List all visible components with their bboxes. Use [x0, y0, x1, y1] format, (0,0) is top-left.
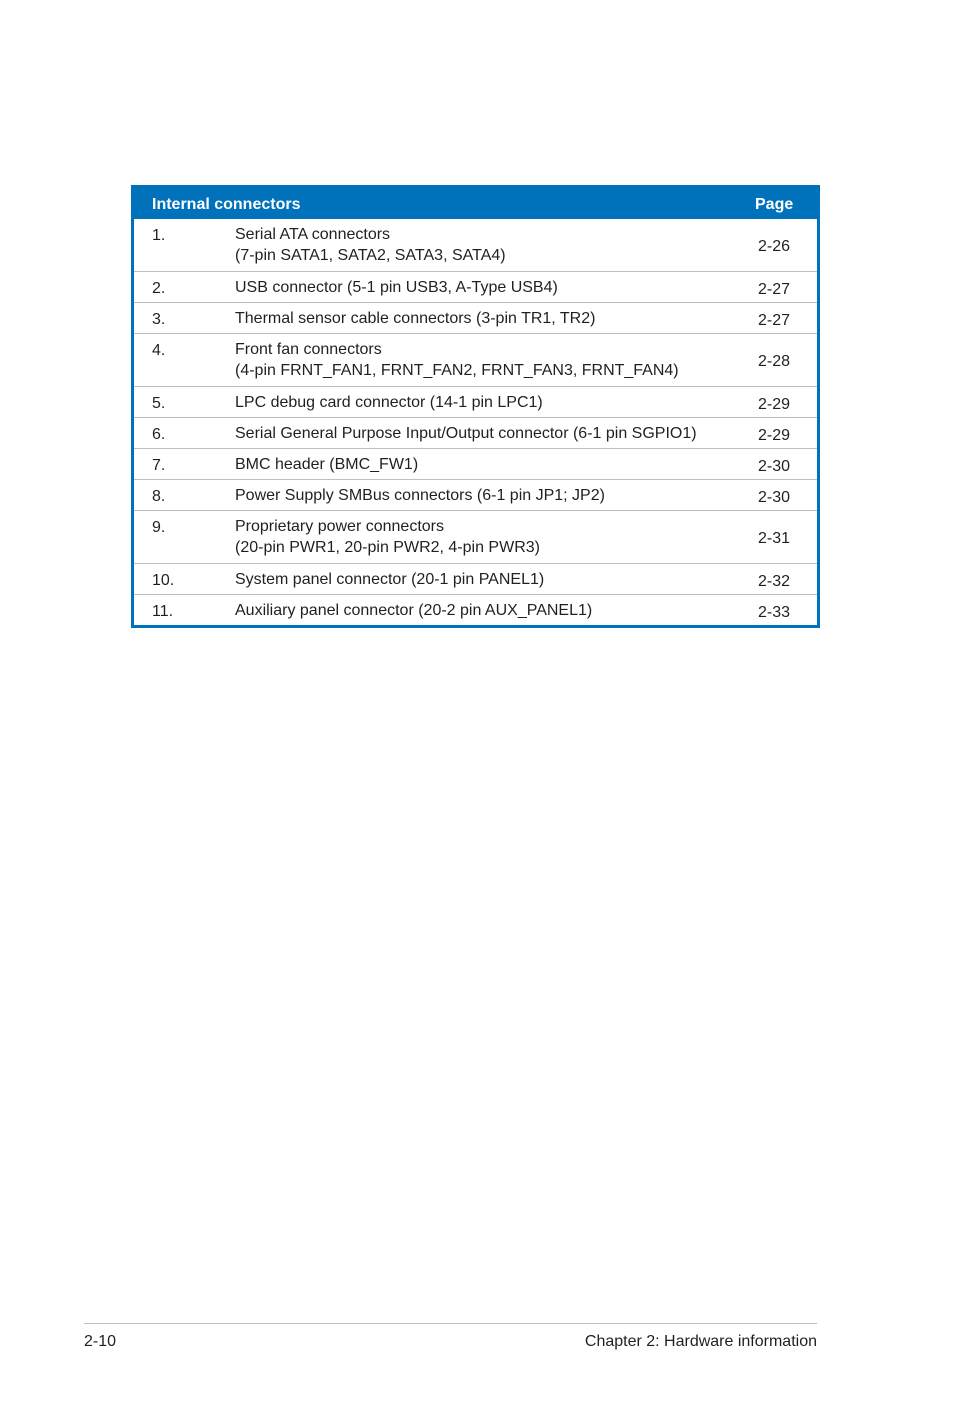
- footer-divider: [84, 1323, 817, 1324]
- row-page: 2-27: [758, 281, 791, 298]
- row-description-line: Front fan connectors: [235, 341, 382, 358]
- row-description: [235, 224, 506, 266]
- table-row: [134, 386, 817, 417]
- row-number: 11.: [152, 603, 174, 620]
- chapter-title: Chapter 2: Hardware information: [584, 1333, 817, 1350]
- row-number: 9.: [152, 519, 166, 536]
- row-number: 7.: [152, 457, 166, 474]
- row-page: 2-30: [758, 458, 791, 475]
- row-page: 2-28: [758, 353, 791, 370]
- row-number: 4.: [152, 342, 166, 359]
- table-row: [134, 417, 817, 448]
- row-page: 2-32: [758, 573, 791, 590]
- row-description: [235, 516, 540, 558]
- table-row: [134, 510, 817, 563]
- header-page: Page: [755, 196, 794, 213]
- row-page: 2-33: [758, 604, 791, 621]
- row-description: Serial General Purpose Input/Output connector (6-1 pin SGPIO1): [235, 425, 697, 442]
- row-number: 2.: [152, 280, 166, 297]
- table-row: [134, 563, 817, 594]
- table-row: [134, 219, 817, 271]
- row-description: Auxiliary panel connector (20-2 pin AUX_PANEL1): [235, 602, 593, 619]
- row-description-line: (7-pin SATA1, SATA2, SATA3, SATA4): [235, 247, 506, 264]
- row-description: USB connector (5-1 pin USB3, A-Type USB4): [235, 279, 558, 296]
- row-page: 2-29: [758, 396, 791, 413]
- row-description-line: Proprietary power connectors: [235, 518, 444, 535]
- table-row: [134, 333, 817, 386]
- header-title: Internal connectors: [152, 196, 301, 213]
- row-description: [235, 339, 679, 381]
- row-number: 3.: [152, 311, 166, 328]
- table-header: [134, 188, 817, 219]
- row-page: 2-26: [758, 238, 791, 255]
- row-page: 2-27: [758, 312, 791, 329]
- row-number: 5.: [152, 395, 166, 412]
- table-row: [134, 594, 817, 625]
- table-row: [134, 302, 817, 333]
- table-row: [134, 448, 817, 479]
- row-description-line: (4-pin FRNT_FAN1, FRNT_FAN2, FRNT_FAN3, FRNT_FAN4): [235, 362, 679, 379]
- row-number: 10.: [152, 572, 175, 589]
- row-page: 2-29: [758, 427, 791, 444]
- table-row: [134, 271, 817, 302]
- row-description: Thermal sensor cable connectors (3-pin TR1, TR2): [235, 310, 596, 327]
- row-description: LPC debug card connector (14-1 pin LPC1): [235, 394, 543, 411]
- row-description: System panel connector (20-1 pin PANEL1): [235, 571, 545, 588]
- page-number: 2-10: [84, 1333, 117, 1350]
- row-description-line: Serial ATA connectors: [235, 226, 391, 243]
- row-number: 6.: [152, 426, 166, 443]
- table-row: [134, 479, 817, 510]
- row-page: 2-30: [758, 489, 791, 506]
- internal-connectors-table: [131, 185, 820, 628]
- row-number: 8.: [152, 488, 166, 505]
- row-number: 1.: [152, 227, 166, 244]
- row-description: Power Supply SMBus connectors (6-1 pin JP1; JP2): [235, 487, 605, 504]
- row-page: 2-31: [758, 530, 791, 547]
- row-description: BMC header (BMC_FW1): [235, 456, 419, 473]
- row-description-line: (20-pin PWR1, 20-pin PWR2, 4-pin PWR3): [235, 539, 540, 556]
